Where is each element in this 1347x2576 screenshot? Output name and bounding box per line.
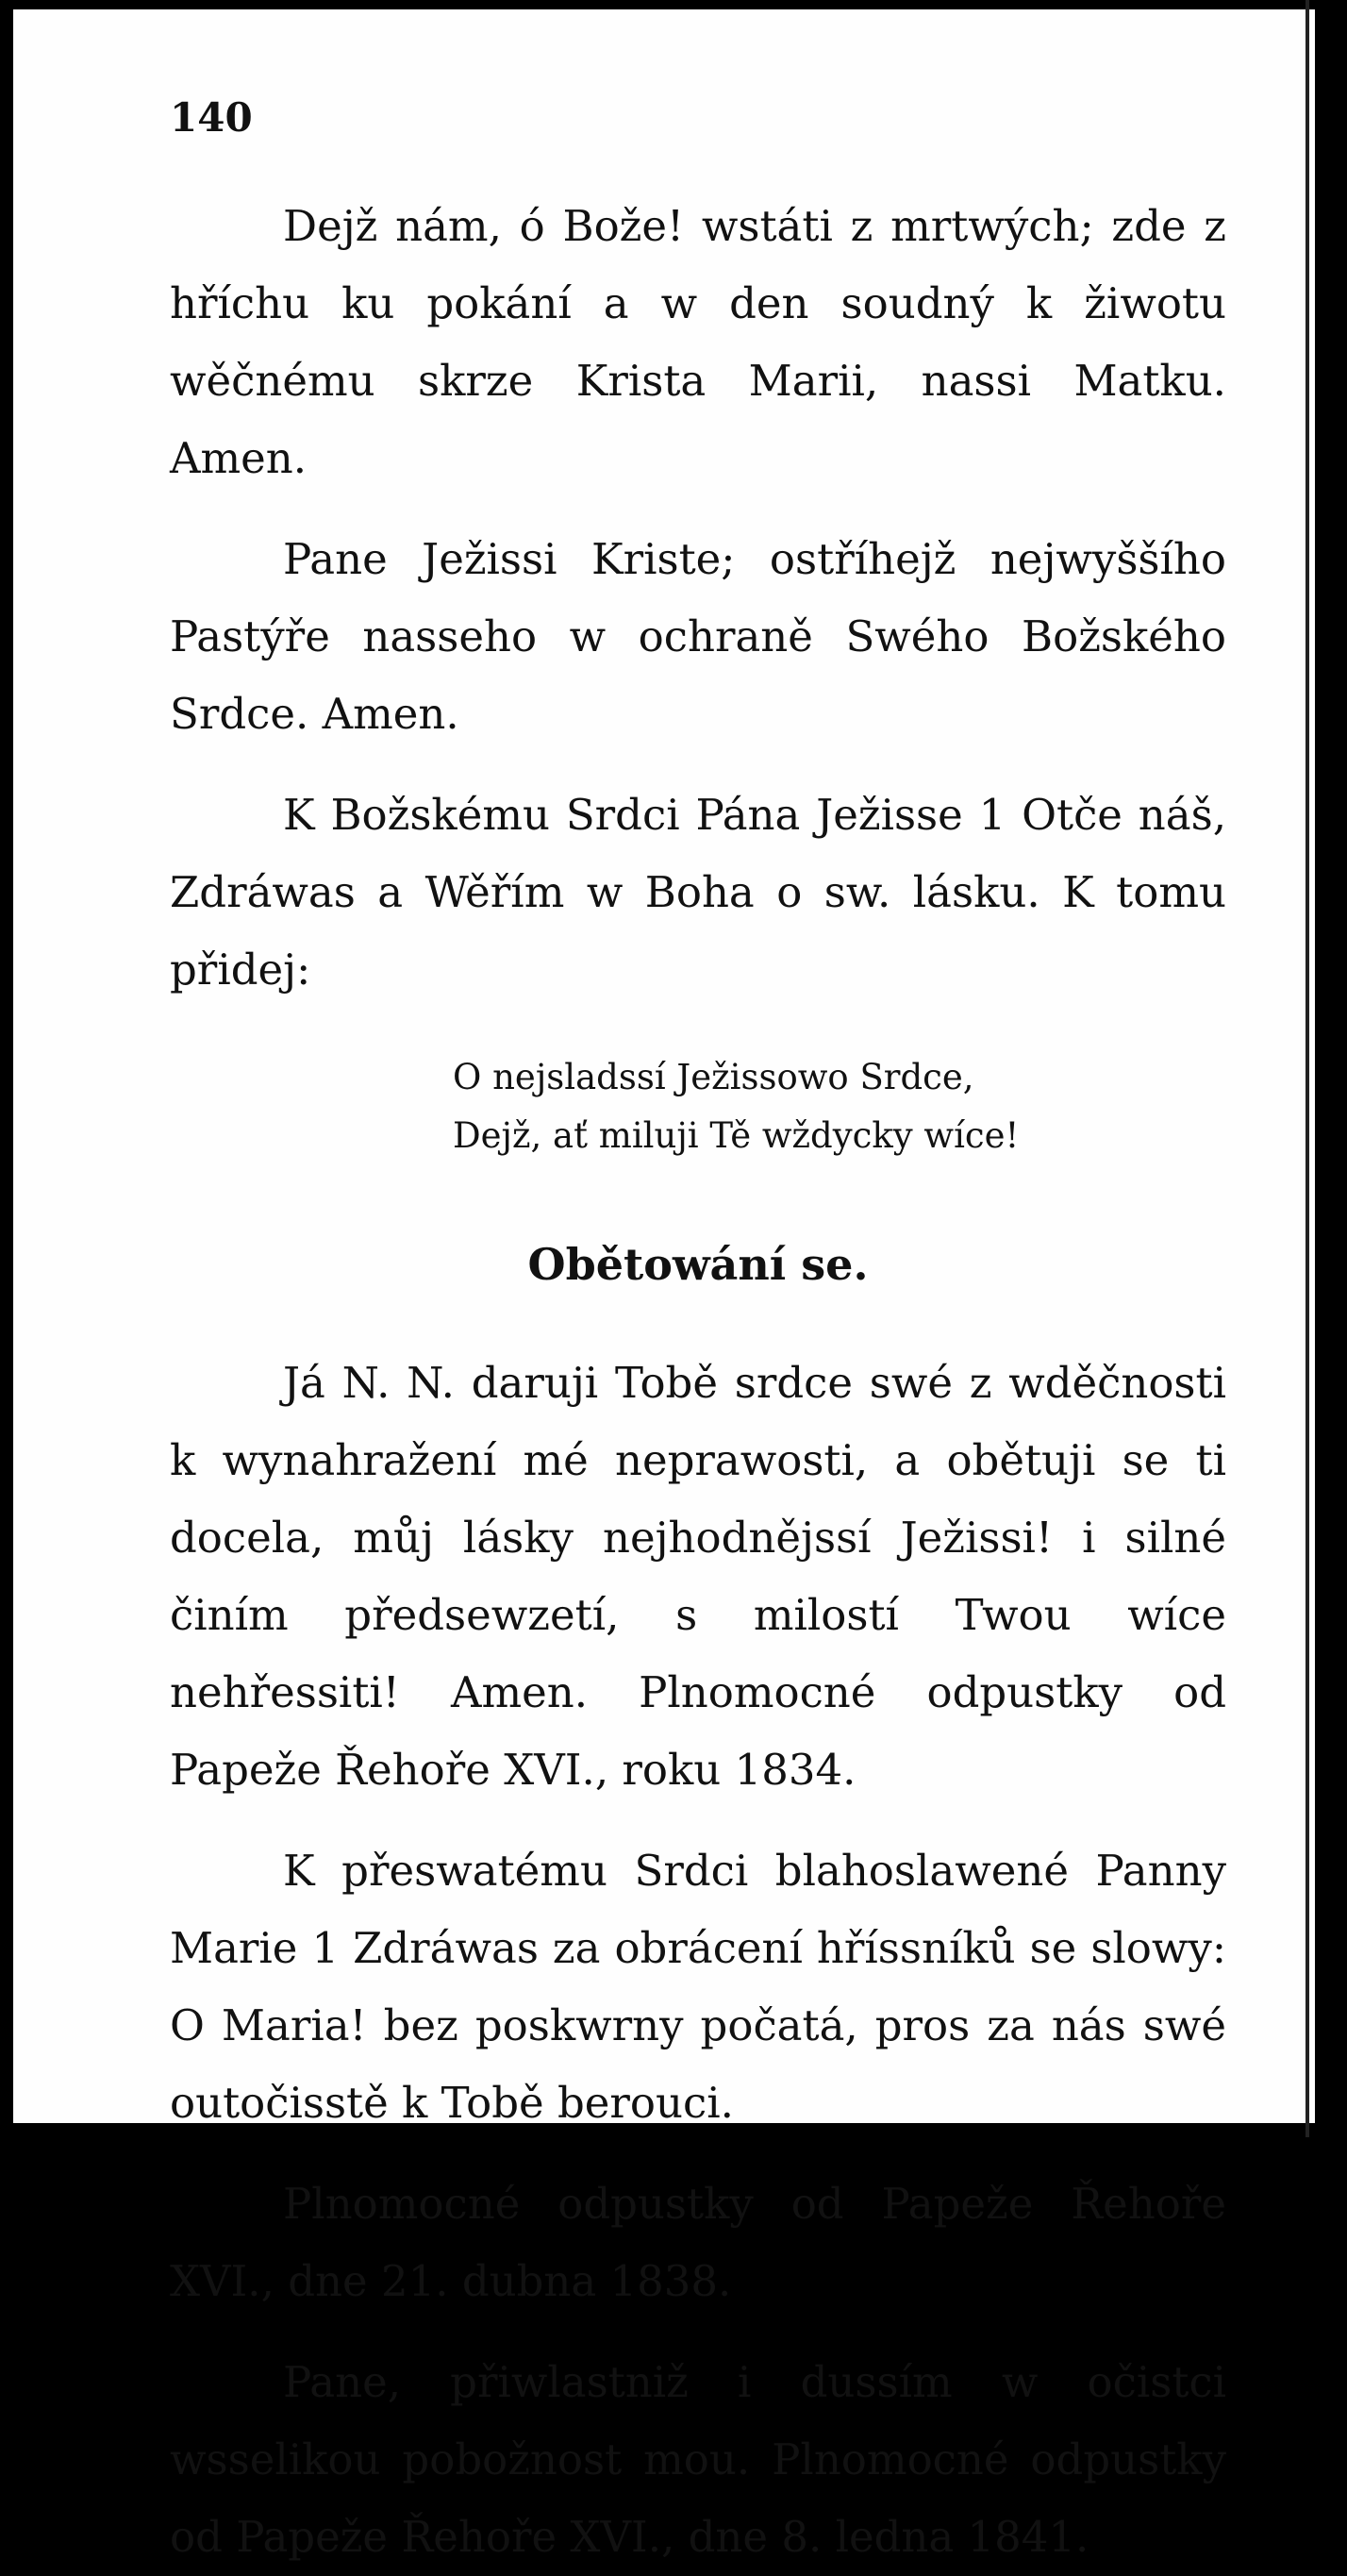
section-heading: Obětowání se. [527, 1239, 869, 1290]
verse-line-1: O nejsladssí Ježissowo Srdce, [453, 1057, 974, 1097]
paragraph-prayer-2: Pane Ježissi Kriste; ostříhejž nejwyššího Pastýře nasseho w ochraně Swého Božského Srdce. Amen. [170, 534, 1226, 739]
paragraph-prayer-3: K Božskému Srdci Pána Ježisse 1 Otče náš, Zdráwas a Wěřím w Boha o sw. lásku. K tomu přidej: [170, 790, 1226, 995]
paragraph-indulgence-1838: Plnomocné odpustky od Papeže Řehoře XVI., dne 21. dubna 1838. [170, 2179, 1226, 2306]
page-number: 140 [170, 94, 253, 141]
verse-line-2: Dejž, ať miluji Tě wždycky wíce! [453, 1115, 1020, 1156]
paragraph-indulgence-1841: Pane, přiwlastniž i dussím w očistci wsselikou pobožnost mou. Plnomocné odpustky od Papeže Řehoře XVI., dne 8. ledna 1841. [170, 2357, 1226, 2562]
paragraph-mary: K přeswatému Srdci blahoslawené Panny Marie 1 Zdráwas za obrácení hříssníků se slowy: O Maria! bez poskwrny počatá, pros za nás swé outočisstě k Tobě berouci. [170, 1846, 1226, 2128]
page-edge-line [1305, 0, 1309, 2137]
page-content [170, 94, 1226, 2576]
paragraph-offering: Já N. N. daruji Tobě srdce swé z wděčnosti k wynahražení mé neprawosti, a obětuji se ti docela, můj lásky nejhodnějssí Ježissi! i silné činím předsewzetí, s milostí Twou wíce nehřessiti! Amen. Plnomocné odpustky od Papeže Řehoře XVI., roku 1834. [170, 1358, 1226, 1795]
verse-block [453, 1048, 1226, 1165]
paragraph-prayer-1: Dejž nám, ó Bože! wstáti z mrtwých; zde z hříchu ku pokání a w den soudný k žiwotu wěčnému skrze Krista Marii, nassi Matku. Amen. [170, 201, 1226, 483]
